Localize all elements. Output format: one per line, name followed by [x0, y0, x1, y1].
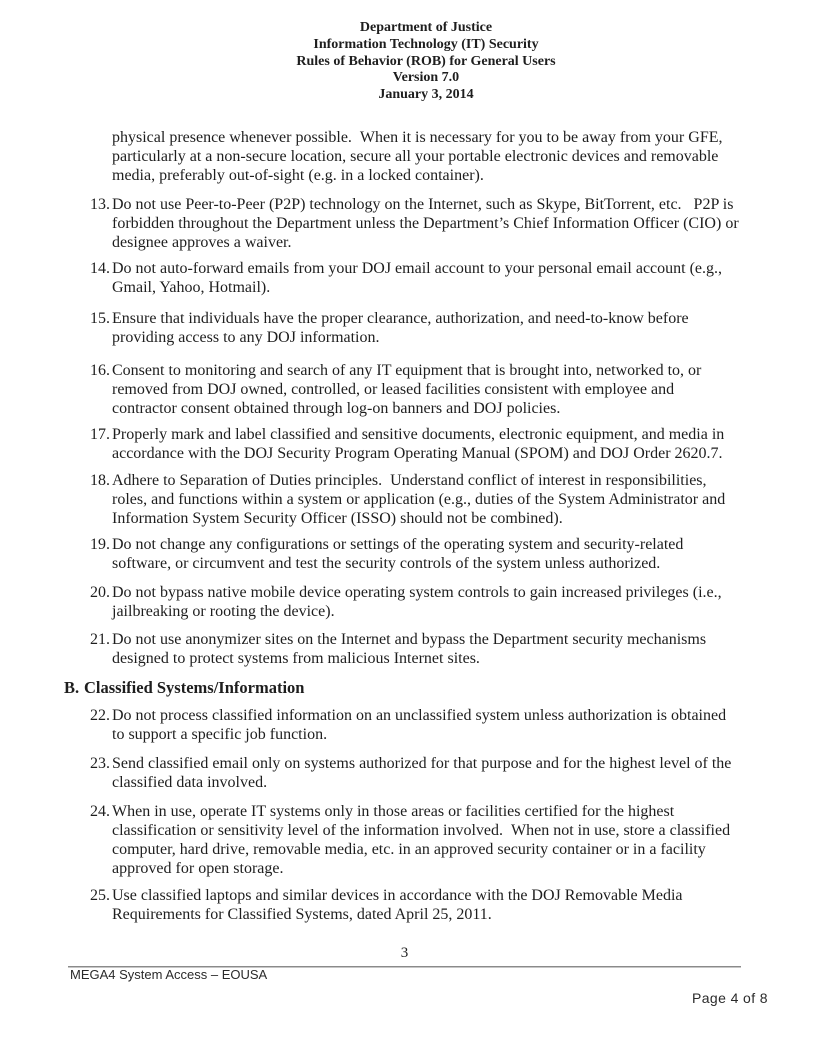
list-item-20-number: 20.	[90, 584, 110, 601]
list-item-16	[90, 361, 742, 418]
list-item-17	[90, 425, 742, 463]
list-item-23	[90, 754, 742, 792]
section-b-heading	[64, 678, 304, 697]
header-line-rob-title: Rules of Behavior (ROB) for General Users	[296, 53, 556, 69]
inner-page-number: 3	[400, 945, 409, 961]
list-item-14	[90, 259, 742, 297]
list-item-19-number: 19.	[90, 536, 110, 553]
list-item-13-number: 13.	[90, 196, 110, 213]
footer-page-label: Page 4 of 8	[691, 990, 768, 1006]
list-item-17-text: Properly mark and label classified and sensitive documents, electronic equipment, and media in accordance with the DOJ Security Program Operating Manual (SPOM) and DOJ Order 2620.7.	[112, 426, 725, 462]
list-item-20	[90, 583, 742, 621]
list-item-17-number: 17.	[90, 426, 110, 443]
list-item-23-text: Send classified email only on systems authorized for that purpose and for the highest level of the classified data involved.	[112, 755, 732, 791]
list-item-24	[90, 802, 742, 878]
list-item-14-number: 14.	[90, 260, 110, 277]
list-item-18	[90, 471, 742, 528]
list-item-25-text: Use classified laptops and similar devices in accordance with the DOJ Removable Media Requirements for Classified Systems, dated April 25, 2011.	[112, 887, 683, 923]
list-item-20-text: Do not bypass native mobile device operating system controls to gain increased privileges (i.e., jailbreaking or rooting the device).	[112, 584, 722, 620]
list-item-18-number: 18.	[90, 472, 110, 489]
list-item-19	[90, 535, 742, 573]
header-line-it-security: Information Technology (IT) Security	[313, 36, 539, 52]
list-item-21	[90, 630, 742, 668]
list-item-25	[90, 886, 742, 924]
list-item-22-text: Do not process classified information on an unclassified system unless authorization is obtained to support a specific job function.	[112, 707, 727, 743]
header-line-department: Department of Justice	[359, 20, 493, 35]
document-header	[112, 20, 740, 104]
list-item-19-text: Do not change any configurations or settings of the operating system and security-related software, or circumvent and test the security controls of the system unless authorized.	[112, 536, 684, 572]
list-item-22	[90, 706, 742, 744]
list-item-15-number: 15.	[90, 310, 110, 327]
section-b-title: Classified Systems/Information	[84, 678, 305, 697]
list-item-21-number: 21.	[90, 631, 110, 648]
list-item-15	[90, 309, 742, 347]
list-item-13-text: Do not use Peer-to-Peer (P2P) technology on the Internet, such as Skype, BitTorrent, etc. P2P is forbidden throughout the Department unless the Department’s Chief Information Officer (CIO) or designee approves a waiver.	[112, 196, 739, 251]
list-item-15-text: Ensure that individuals have the proper clearance, authorization, and need-to-know before providing access to any DOJ information.	[112, 310, 689, 346]
list-item-24-number: 24.	[90, 803, 110, 820]
list-item-22-number: 22.	[90, 707, 110, 724]
continuation-paragraph: physical presence whenever possible. When it is necessary for you to be away from your GFE, particularly at a non-secure location, secure all your portable electronic devices and removable media, preferably out-of-sight (e.g. in a locked container).	[112, 129, 723, 184]
list-item-23-number: 23.	[90, 755, 110, 772]
list-item-14-text: Do not auto-forward emails from your DOJ email account to your personal email account (e.g., Gmail, Yahoo, Hotmail).	[112, 260, 723, 296]
footer-doc-label: MEGA4 System Access – EOUSA	[70, 967, 268, 982]
header-line-version: Version 7.0	[392, 70, 460, 86]
section-b-letter: B.	[64, 678, 80, 697]
list-item-13	[90, 195, 742, 252]
list-item-16-number: 16.	[90, 362, 110, 379]
list-item-24-text: When in use, operate IT systems only in those areas or facilities certified for the highest classification or sensitivity level of the information involved. When not in use, store a classified computer, hard drive, removable media, etc. in an approved security container or in a facility approved for open storage.	[112, 803, 731, 877]
list-item-16-text: Consent to monitoring and search of any IT equipment that is brought into, networked to, or removed from DOJ owned, controlled, or leased facilities consistent with employee and contractor consent obtained through log-on banners and DOJ policies.	[112, 362, 702, 417]
list-item-25-number: 25.	[90, 887, 110, 904]
list-item-21-text: Do not use anonymizer sites on the Internet and bypass the Department security mechanisms designed to protect systems from malicious Internet sites.	[112, 631, 707, 667]
header-line-date: January 3, 2014	[378, 87, 474, 103]
list-item-18-text: Adhere to Separation of Duties principles. Understand conflict of interest in responsibilities, roles, and functions within a system or application (e.g., duties of the System Administrator and Information System Security Officer (ISSO) should not be combined).	[112, 472, 726, 527]
